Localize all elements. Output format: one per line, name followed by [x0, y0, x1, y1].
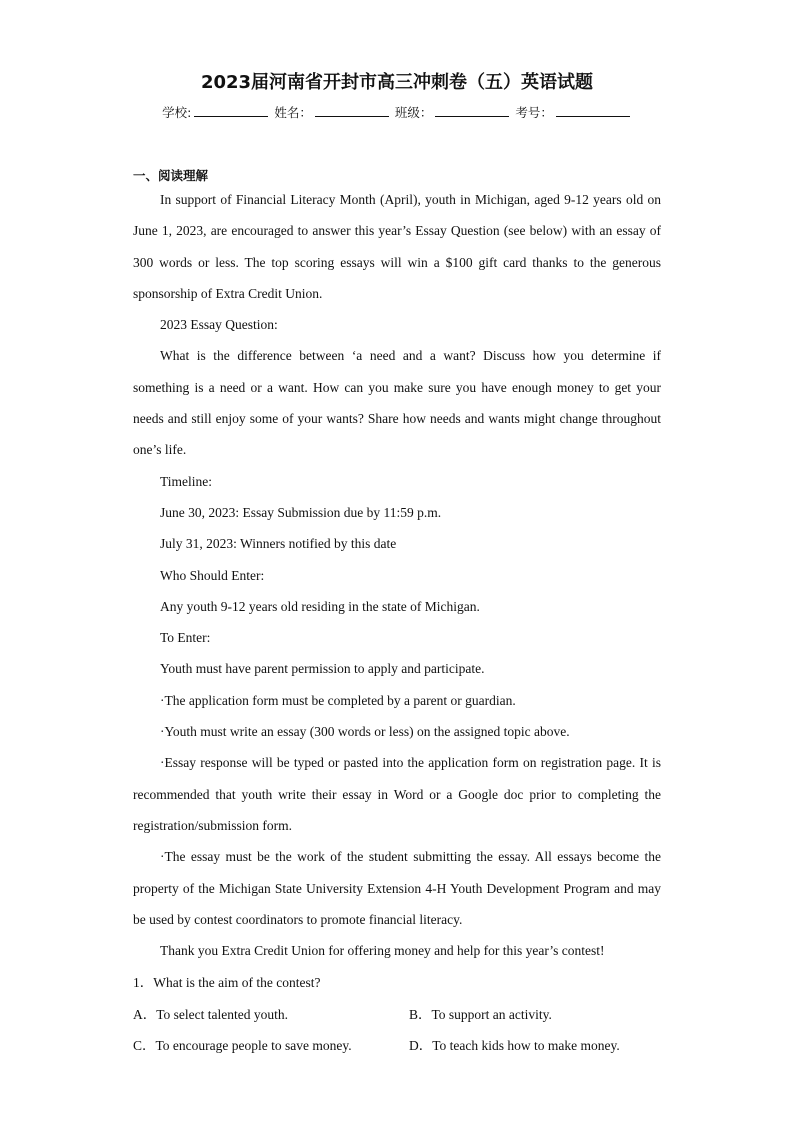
option-c[interactable]: C．To encourage people to save money.	[133, 1038, 352, 1053]
name-blank	[315, 104, 389, 117]
school-blank	[194, 104, 268, 117]
passage-intro: In support of Financial Literacy Month (April), youth in Michigan, aged 9-12 years old on June 1, 2023, are encouraged to answer this year’s Essay Question (see below) with an essay of 300 words or less. The top scoring essays will win a $100 gift card thanks to the generous sponsorship of Extra Credit Union.	[133, 192, 661, 301]
exam-title: 2023届河南省开封市高三冲刺卷（五）英语试题	[200, 72, 594, 93]
reading-passage	[133, 184, 661, 966]
rule-item: ·Essay response will be typed or pasted into the application form on registration page. It is recommended that youth write their essay in Word or a Google doc prior to completing the registration/submission form.	[133, 755, 661, 833]
essay-question-text: What is the difference between ‘a need and a want? Discuss how you determine if something is a need or a want. How can you make sure you have enough money to get your needs and still enjoy some of your wants? Share how needs and wants might change throughout one’s life.	[133, 348, 661, 458]
who-heading: Who Should Enter:	[160, 567, 265, 583]
exam-number-blank	[556, 104, 630, 117]
who-text: Any youth 9-12 years old residing in the state of Michigan.	[160, 598, 480, 614]
enter-intro: Youth must have parent permission to apply and participate.	[160, 661, 485, 677]
rule-item: ·The essay must be the work of the student submitting the essay. All essays become the property of the Michigan State University Extension 4-H Youth Development Program and may be used by contest coordinators to promote financial literacy.	[133, 849, 661, 927]
school-label: 学校:	[162, 105, 192, 120]
class-label: 班级：	[394, 105, 433, 120]
essay-question-heading: 2023 Essay Question:	[160, 317, 278, 333]
exam-number-label: 考号：	[515, 105, 553, 120]
option-d[interactable]: D．To teach kids how to make money.	[409, 1038, 620, 1053]
timeline-heading: Timeline:	[160, 473, 213, 489]
enter-heading: To Enter:	[160, 630, 211, 646]
student-info-line	[0, 103, 794, 121]
name-label: 姓名：	[274, 105, 312, 120]
option-a[interactable]: A．To select talented youth.	[133, 1007, 289, 1022]
section-heading: 一、阅读理解	[133, 168, 209, 183]
thanks-text: Thank you Extra Credit Union for offering money and help for this year’s contest!	[160, 943, 605, 959]
question-stem: 1．What is the aim of the contest?	[133, 975, 321, 990]
timeline-item: July 31, 2023: Winners notified by this date	[160, 536, 397, 552]
rule-item: ·Youth must write an essay (300 words or less) on the assigned topic above.	[160, 724, 570, 740]
option-b[interactable]: B．To support an activity.	[409, 1007, 552, 1022]
class-blank	[435, 104, 509, 117]
timeline-item: June 30, 2023: Essay Submission due by 11:59 p.m.	[160, 504, 442, 520]
rule-item: ·The application form must be completed by a parent or guardian.	[160, 692, 516, 708]
